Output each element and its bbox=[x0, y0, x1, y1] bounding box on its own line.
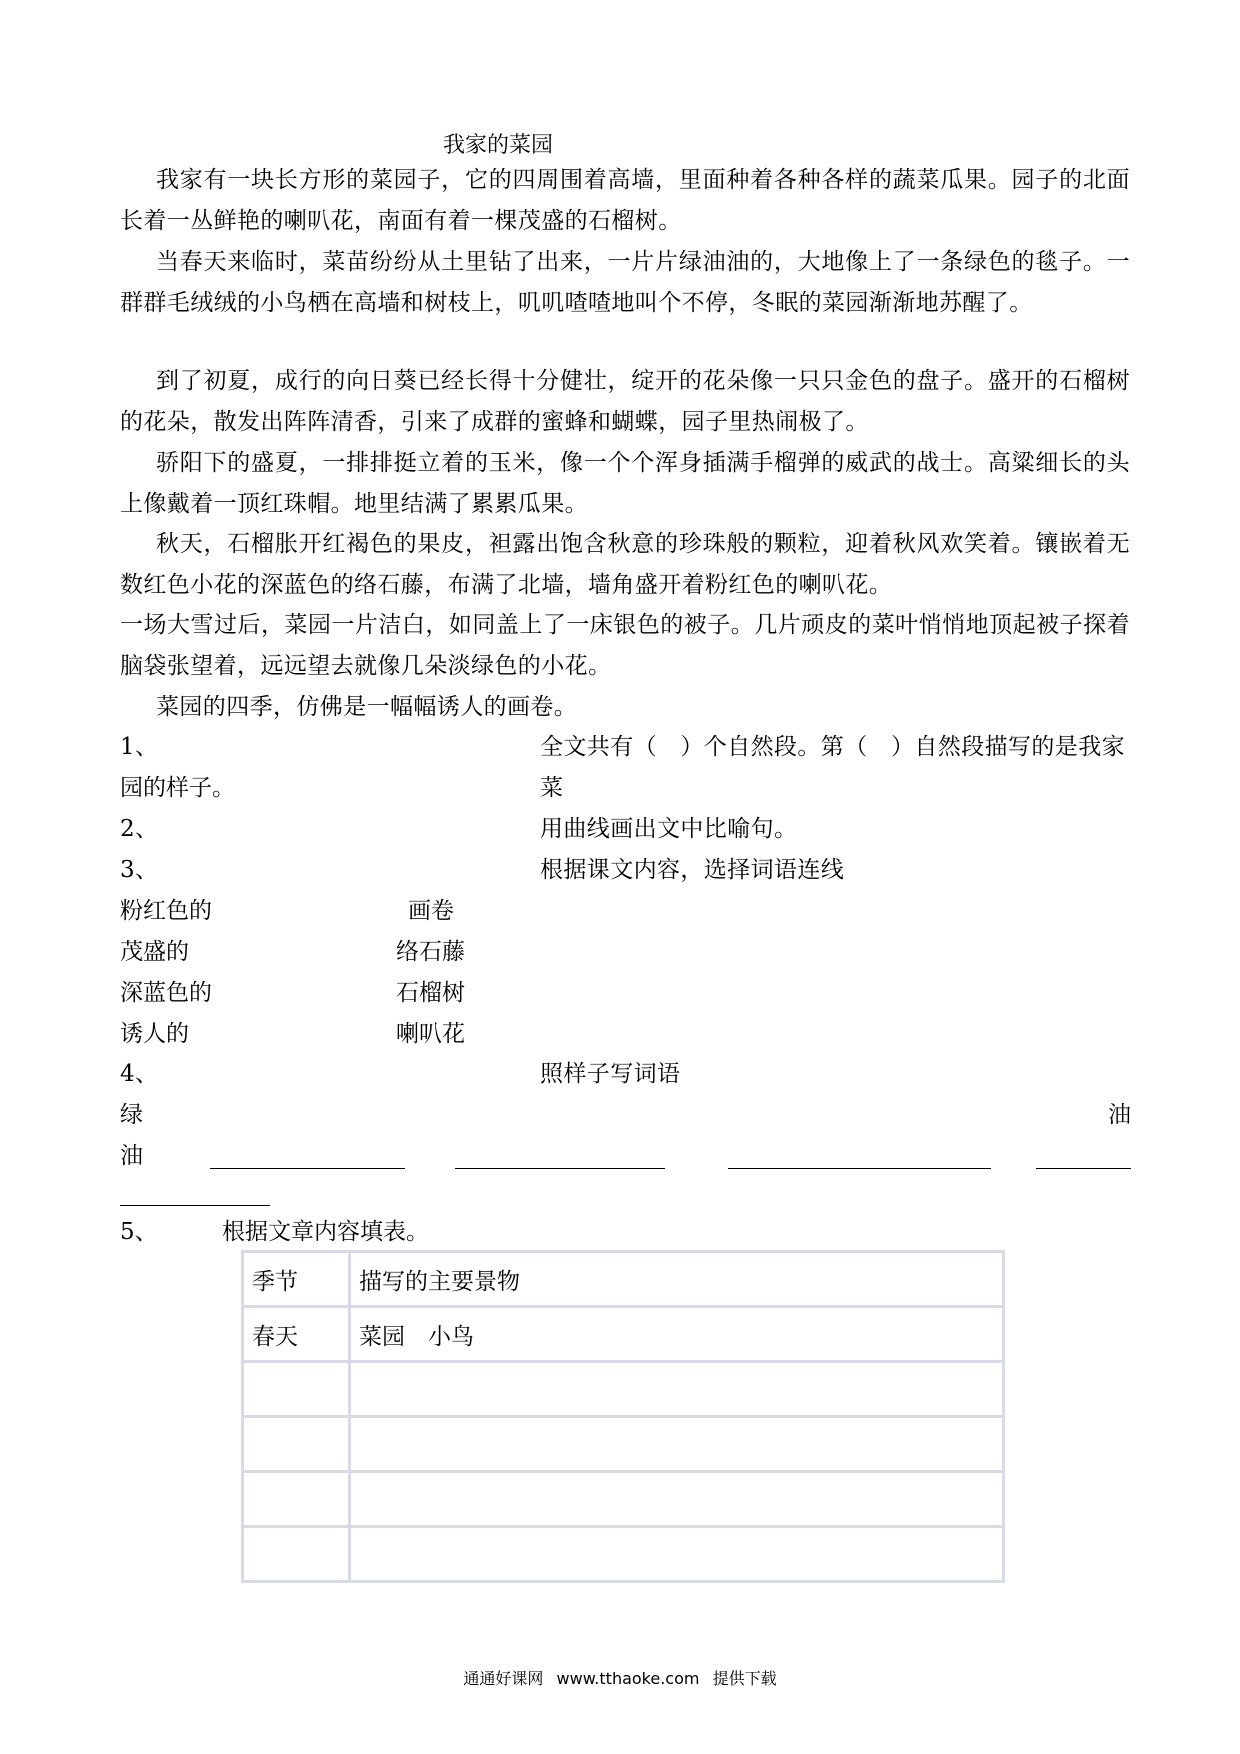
question-4-text: 照样子写词语 bbox=[540, 1061, 681, 1087]
footer-site-name: 通通好课网 bbox=[463, 1669, 544, 1688]
match-left-item[interactable]: 诱人的 bbox=[120, 1021, 189, 1047]
question-2-number: 2、 bbox=[120, 816, 159, 842]
match-left-item[interactable]: 深蓝色的 bbox=[120, 980, 212, 1006]
question-4-number: 4、 bbox=[120, 1061, 159, 1087]
match-right-item[interactable]: 画卷 bbox=[408, 898, 454, 924]
match-right-item[interactable]: 喇叭花 bbox=[396, 1021, 465, 1047]
footer-url[interactable]: www.tthaoke.com bbox=[556, 1669, 700, 1688]
table-header-cell: 描写的主要景物 bbox=[350, 1252, 1004, 1307]
answer-blank-2[interactable] bbox=[455, 1168, 665, 1169]
match-right-item[interactable]: 络石藤 bbox=[396, 939, 465, 965]
table-cell[interactable] bbox=[243, 1417, 350, 1472]
question-2-text: 用曲线画出文中比喻句。 bbox=[540, 816, 798, 842]
paragraph-6: 一场大雪过后，菜园一片洁白，如同盖上了一床银色的被子。几片顽皮的菜叶悄悄地顶起被子探着脑袋张望着，远远望去就像几朵淡绿色的小花。 bbox=[120, 612, 1130, 679]
question-5-number: 5、 bbox=[120, 1219, 158, 1245]
table-header-row bbox=[243, 1252, 1004, 1307]
question-5 bbox=[120, 1212, 429, 1253]
paragraph-2: 当春天来临时，菜苗纷纷从土里钻了出来，一片片绿油油的，大地像上了一条绿色的毯子。一群群毛绒绒的小鸟栖在高墙和树枝上，叽叽喳喳地叫个不停，冬眠的菜园渐渐地苏醒了。 bbox=[120, 249, 1130, 316]
table-cell[interactable]: 春天 bbox=[243, 1307, 350, 1362]
table-row bbox=[243, 1472, 1004, 1527]
table-cell[interactable] bbox=[350, 1417, 1004, 1472]
match-left-item[interactable]: 茂盛的 bbox=[120, 939, 189, 965]
answer-blank-1[interactable] bbox=[210, 1168, 405, 1169]
match-left-item[interactable]: 粉红色的 bbox=[120, 898, 212, 924]
match-right-item[interactable]: 石榴树 bbox=[396, 980, 465, 1006]
paragraph-5: 秋天，石榴胀开红褐色的果皮，袒露出饱含秋意的珍珠般的颗粒，迎着秋风欢笑着。镶嵌着无数红色小花的深蓝色的络石藤，布满了北墙，墙角盛开着粉红色的喇叭花。 bbox=[120, 531, 1130, 598]
table-cell[interactable] bbox=[243, 1362, 350, 1417]
question-1-number: 1、 bbox=[120, 734, 159, 760]
paragraph-4: 骄阳下的盛夏，一排排挺立着的玉米，像一个个浑身插满手榴弹的威武的战士。高粱细长的头上像戴着一顶红珠帽。地里结满了累累瓜果。 bbox=[120, 450, 1130, 517]
question-4 bbox=[120, 1054, 681, 1095]
question-3-text: 根据课文内容，选择词语连线 bbox=[540, 857, 845, 883]
table-cell[interactable] bbox=[243, 1527, 350, 1582]
table-cell[interactable] bbox=[350, 1527, 1004, 1582]
table-cell[interactable] bbox=[350, 1472, 1004, 1527]
table-header-cell: 季节 bbox=[243, 1252, 350, 1307]
question-1-text-continued: 园的样子。 bbox=[120, 775, 235, 801]
season-table bbox=[241, 1250, 1005, 1583]
table-row bbox=[243, 1417, 1004, 1472]
table-cell[interactable]: 菜园 小鸟 bbox=[350, 1307, 1004, 1362]
table-cell[interactable] bbox=[350, 1362, 1004, 1417]
question-1-text: 全文共有（ ）个自然段。第（ ）自然段描写的是我家菜 bbox=[540, 734, 1125, 801]
table-row bbox=[243, 1527, 1004, 1582]
table-cell[interactable] bbox=[243, 1472, 350, 1527]
question-5-text: 根据文章内容填表。 bbox=[222, 1219, 429, 1245]
question-3-number: 3、 bbox=[120, 857, 159, 883]
paragraph-3: 到了初夏，成行的向日葵已经长得十分健壮，绽开的花朵像一只只金色的盘子。盛开的石榴树的花朵，散发出阵阵清香，引来了成群的蜜蜂和蝴蝶，园子里热闹极了。 bbox=[120, 368, 1130, 435]
answer-blank-3[interactable] bbox=[728, 1168, 991, 1169]
footer-suffix: 提供下载 bbox=[712, 1669, 777, 1688]
sample-word-char: 油 bbox=[1108, 1102, 1131, 1128]
table-row bbox=[243, 1362, 1004, 1417]
answer-blank-4-continued[interactable] bbox=[120, 1205, 270, 1206]
paragraph-7: 菜园的四季，仿佛是一幅幅诱人的画卷。 bbox=[156, 694, 578, 720]
table-row bbox=[243, 1307, 1004, 1362]
answer-blank-4[interactable] bbox=[1036, 1168, 1131, 1169]
article-title: 我家的菜园 bbox=[443, 133, 554, 158]
page-footer bbox=[0, 1666, 1240, 1689]
sample-word-char: 绿 bbox=[120, 1102, 143, 1128]
question-2 bbox=[120, 809, 798, 850]
sample-word-char: 油 bbox=[120, 1143, 143, 1169]
question-3 bbox=[120, 850, 845, 891]
paragraph-1: 我家有一块长方形的菜园子，它的四周围着高墙，里面种着各种各样的蔬菜瓜果。园子的北面长着一丛鲜艳的喇叭花，南面有着一棵茂盛的石榴树。 bbox=[120, 167, 1130, 234]
